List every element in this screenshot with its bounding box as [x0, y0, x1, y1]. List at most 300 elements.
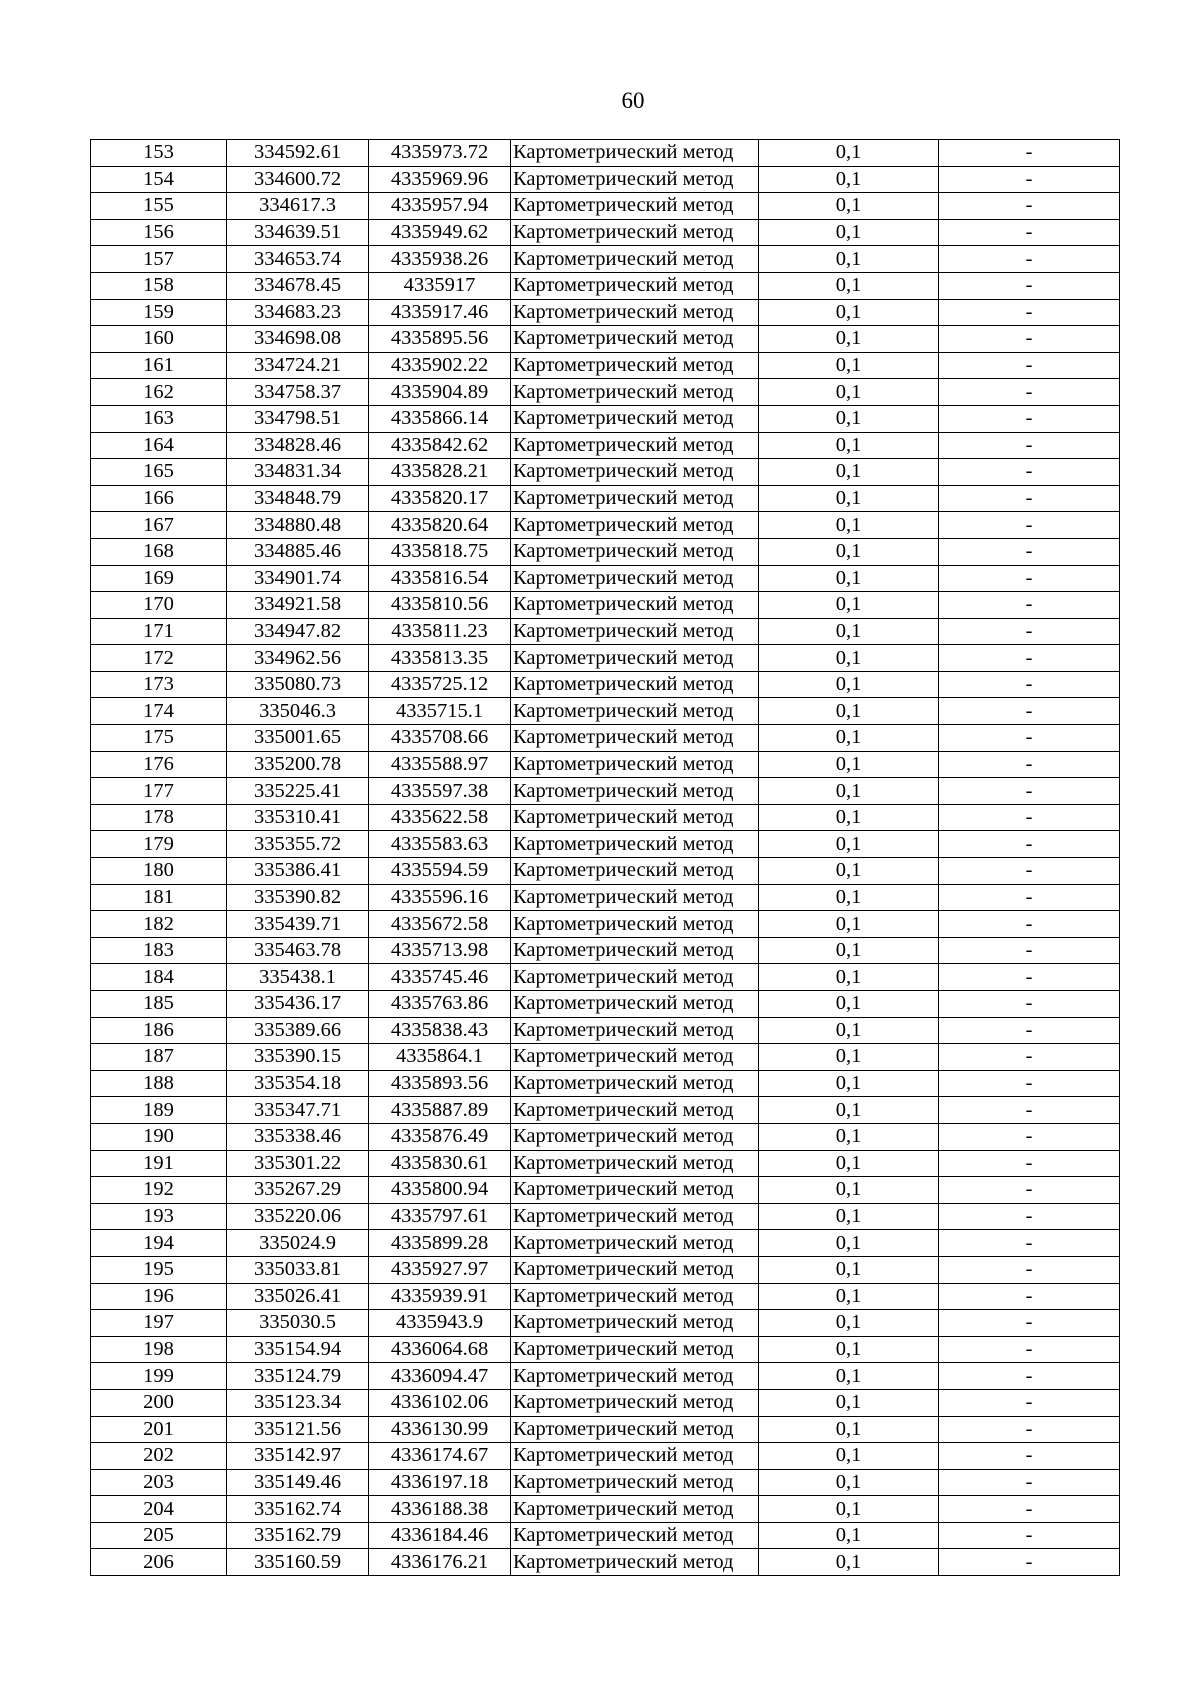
y-coordinate-cell: 4335594.59: [369, 858, 511, 885]
description-cell: -: [939, 1522, 1120, 1549]
method-cell: Картометрический метод: [511, 884, 759, 911]
description-cell: -: [939, 831, 1120, 858]
point-number-cell: 187: [91, 1044, 227, 1071]
description-cell: -: [939, 1283, 1120, 1310]
accuracy-cell: 0,1: [759, 911, 939, 938]
accuracy-cell: 0,1: [759, 1123, 939, 1150]
point-number-cell: 204: [91, 1496, 227, 1523]
accuracy-cell: 0,1: [759, 485, 939, 512]
point-number-cell: 203: [91, 1469, 227, 1496]
coordinates-table: [90, 139, 1120, 1576]
method-cell: Картометрический метод: [511, 1389, 759, 1416]
y-coordinate-cell: 4335830.61: [369, 1150, 511, 1177]
x-coordinate-cell: 335439.71: [227, 911, 369, 938]
coordinates-table-body: [91, 140, 1120, 1576]
description-cell: -: [939, 937, 1120, 964]
description-cell: -: [939, 512, 1120, 539]
x-coordinate-cell: 335149.46: [227, 1469, 369, 1496]
description-cell: -: [939, 1363, 1120, 1390]
point-number-cell: 161: [91, 352, 227, 379]
method-cell: Картометрический метод: [511, 1123, 759, 1150]
x-coordinate-cell: 335162.79: [227, 1522, 369, 1549]
method-cell: Картометрический метод: [511, 1336, 759, 1363]
x-coordinate-cell: 335390.82: [227, 884, 369, 911]
method-cell: Картометрический метод: [511, 858, 759, 885]
accuracy-cell: 0,1: [759, 1549, 939, 1576]
table-row: [91, 246, 1120, 273]
table-row: [91, 1283, 1120, 1310]
point-number-cell: 166: [91, 485, 227, 512]
y-coordinate-cell: 4335866.14: [369, 405, 511, 432]
method-cell: Картометрический метод: [511, 432, 759, 459]
x-coordinate-cell: 334683.23: [227, 299, 369, 326]
table-row: [91, 884, 1120, 911]
table-row: [91, 1336, 1120, 1363]
x-coordinate-cell: 335436.17: [227, 991, 369, 1018]
method-cell: Картометрический метод: [511, 804, 759, 831]
description-cell: -: [939, 964, 1120, 991]
table-row: [91, 166, 1120, 193]
x-coordinate-cell: 334828.46: [227, 432, 369, 459]
description-cell: -: [939, 884, 1120, 911]
accuracy-cell: 0,1: [759, 1017, 939, 1044]
table-row: [91, 1177, 1120, 1204]
point-number-cell: 185: [91, 991, 227, 1018]
y-coordinate-cell: 4335902.22: [369, 352, 511, 379]
accuracy-cell: 0,1: [759, 1469, 939, 1496]
point-number-cell: 197: [91, 1310, 227, 1337]
table-row: [91, 219, 1120, 246]
point-number-cell: 179: [91, 831, 227, 858]
description-cell: -: [939, 1150, 1120, 1177]
point-number-cell: 183: [91, 937, 227, 964]
x-coordinate-cell: 335123.34: [227, 1389, 369, 1416]
table-row: [91, 352, 1120, 379]
x-coordinate-cell: 334592.61: [227, 140, 369, 167]
description-cell: -: [939, 1416, 1120, 1443]
accuracy-cell: 0,1: [759, 1230, 939, 1257]
description-cell: -: [939, 1336, 1120, 1363]
accuracy-cell: 0,1: [759, 592, 939, 619]
description-cell: -: [939, 778, 1120, 805]
accuracy-cell: 0,1: [759, 166, 939, 193]
point-number-cell: 165: [91, 459, 227, 486]
y-coordinate-cell: 4335828.21: [369, 459, 511, 486]
x-coordinate-cell: 334678.45: [227, 272, 369, 299]
point-number-cell: 196: [91, 1283, 227, 1310]
accuracy-cell: 0,1: [759, 778, 939, 805]
point-number-cell: 194: [91, 1230, 227, 1257]
x-coordinate-cell: 334724.21: [227, 352, 369, 379]
method-cell: Картометрический метод: [511, 1177, 759, 1204]
y-coordinate-cell: 4336188.38: [369, 1496, 511, 1523]
x-coordinate-cell: 335338.46: [227, 1123, 369, 1150]
description-cell: -: [939, 1070, 1120, 1097]
method-cell: Картометрический метод: [511, 831, 759, 858]
accuracy-cell: 0,1: [759, 751, 939, 778]
method-cell: Картометрический метод: [511, 1549, 759, 1576]
method-cell: Картометрический метод: [511, 272, 759, 299]
description-cell: -: [939, 1496, 1120, 1523]
table-row: [91, 592, 1120, 619]
table-row: [91, 1443, 1120, 1470]
description-cell: -: [939, 991, 1120, 1018]
x-coordinate-cell: 335160.59: [227, 1549, 369, 1576]
point-number-cell: 206: [91, 1549, 227, 1576]
x-coordinate-cell: 335154.94: [227, 1336, 369, 1363]
table-row: [91, 751, 1120, 778]
y-coordinate-cell: 4335713.98: [369, 937, 511, 964]
accuracy-cell: 0,1: [759, 937, 939, 964]
y-coordinate-cell: 4335672.58: [369, 911, 511, 938]
method-cell: Картометрический метод: [511, 459, 759, 486]
method-cell: Картометрический метод: [511, 911, 759, 938]
table-row: [91, 1256, 1120, 1283]
accuracy-cell: 0,1: [759, 379, 939, 406]
x-coordinate-cell: 335033.81: [227, 1256, 369, 1283]
method-cell: Картометрический метод: [511, 352, 759, 379]
method-cell: Картометрический метод: [511, 1017, 759, 1044]
description-cell: -: [939, 804, 1120, 831]
table-row: [91, 512, 1120, 539]
method-cell: Картометрический метод: [511, 1469, 759, 1496]
point-number-cell: 167: [91, 512, 227, 539]
accuracy-cell: 0,1: [759, 964, 939, 991]
accuracy-cell: 0,1: [759, 671, 939, 698]
description-cell: -: [939, 379, 1120, 406]
accuracy-cell: 0,1: [759, 326, 939, 353]
table-row: [91, 645, 1120, 672]
table-row: [91, 1044, 1120, 1071]
accuracy-cell: 0,1: [759, 1522, 939, 1549]
point-number-cell: 153: [91, 140, 227, 167]
point-number-cell: 200: [91, 1389, 227, 1416]
accuracy-cell: 0,1: [759, 1097, 939, 1124]
point-number-cell: 191: [91, 1150, 227, 1177]
table-row: [91, 911, 1120, 938]
accuracy-cell: 0,1: [759, 618, 939, 645]
y-coordinate-cell: 4335763.86: [369, 991, 511, 1018]
point-number-cell: 186: [91, 1017, 227, 1044]
accuracy-cell: 0,1: [759, 1070, 939, 1097]
description-cell: -: [939, 485, 1120, 512]
y-coordinate-cell: 4335876.49: [369, 1123, 511, 1150]
accuracy-cell: 0,1: [759, 193, 939, 220]
table-row: [91, 299, 1120, 326]
point-number-cell: 189: [91, 1097, 227, 1124]
description-cell: -: [939, 858, 1120, 885]
method-cell: Картометрический метод: [511, 246, 759, 273]
x-coordinate-cell: 335463.78: [227, 937, 369, 964]
description-cell: -: [939, 1097, 1120, 1124]
x-coordinate-cell: 335389.66: [227, 1017, 369, 1044]
y-coordinate-cell: 4336184.46: [369, 1522, 511, 1549]
x-coordinate-cell: 335046.3: [227, 698, 369, 725]
accuracy-cell: 0,1: [759, 405, 939, 432]
description-cell: -: [939, 671, 1120, 698]
description-cell: -: [939, 1256, 1120, 1283]
point-number-cell: 169: [91, 565, 227, 592]
method-cell: Картометрический метод: [511, 299, 759, 326]
point-number-cell: 193: [91, 1203, 227, 1230]
method-cell: Картометрический метод: [511, 991, 759, 1018]
point-number-cell: 188: [91, 1070, 227, 1097]
y-coordinate-cell: 4335838.43: [369, 1017, 511, 1044]
y-coordinate-cell: 4335973.72: [369, 140, 511, 167]
x-coordinate-cell: 334848.79: [227, 485, 369, 512]
accuracy-cell: 0,1: [759, 645, 939, 672]
table-row: [91, 831, 1120, 858]
x-coordinate-cell: 334921.58: [227, 592, 369, 619]
point-number-cell: 177: [91, 778, 227, 805]
method-cell: Картометрический метод: [511, 751, 759, 778]
y-coordinate-cell: 4336102.06: [369, 1389, 511, 1416]
y-coordinate-cell: 4335810.56: [369, 592, 511, 619]
y-coordinate-cell: 4335938.26: [369, 246, 511, 273]
x-coordinate-cell: 335354.18: [227, 1070, 369, 1097]
accuracy-cell: 0,1: [759, 1496, 939, 1523]
point-number-cell: 172: [91, 645, 227, 672]
method-cell: Картометрический метод: [511, 1150, 759, 1177]
method-cell: Картометрический метод: [511, 219, 759, 246]
x-coordinate-cell: 334947.82: [227, 618, 369, 645]
accuracy-cell: 0,1: [759, 565, 939, 592]
table-row: [91, 671, 1120, 698]
point-number-cell: 202: [91, 1443, 227, 1470]
y-coordinate-cell: 4336064.68: [369, 1336, 511, 1363]
y-coordinate-cell: 4335864.1: [369, 1044, 511, 1071]
method-cell: Картометрический метод: [511, 1070, 759, 1097]
table-row: [91, 1070, 1120, 1097]
method-cell: Картометрический метод: [511, 1256, 759, 1283]
x-coordinate-cell: 335080.73: [227, 671, 369, 698]
x-coordinate-cell: 334880.48: [227, 512, 369, 539]
point-number-cell: 158: [91, 272, 227, 299]
y-coordinate-cell: 4335588.97: [369, 751, 511, 778]
x-coordinate-cell: 335024.9: [227, 1230, 369, 1257]
point-number-cell: 170: [91, 592, 227, 619]
x-coordinate-cell: 334901.74: [227, 565, 369, 592]
y-coordinate-cell: 4335893.56: [369, 1070, 511, 1097]
x-coordinate-cell: 334617.3: [227, 193, 369, 220]
x-coordinate-cell: 335124.79: [227, 1363, 369, 1390]
accuracy-cell: 0,1: [759, 1203, 939, 1230]
table-row: [91, 964, 1120, 991]
y-coordinate-cell: 4335820.64: [369, 512, 511, 539]
point-number-cell: 180: [91, 858, 227, 885]
accuracy-cell: 0,1: [759, 1443, 939, 1470]
table-row: [91, 1363, 1120, 1390]
x-coordinate-cell: 335347.71: [227, 1097, 369, 1124]
table-row: [91, 432, 1120, 459]
y-coordinate-cell: 4335899.28: [369, 1230, 511, 1257]
x-coordinate-cell: 334962.56: [227, 645, 369, 672]
x-coordinate-cell: 335390.15: [227, 1044, 369, 1071]
y-coordinate-cell: 4335943.9: [369, 1310, 511, 1337]
table-row: [91, 379, 1120, 406]
method-cell: Картометрический метод: [511, 1443, 759, 1470]
point-number-cell: 154: [91, 166, 227, 193]
description-cell: -: [939, 1230, 1120, 1257]
description-cell: -: [939, 1469, 1120, 1496]
x-coordinate-cell: 334798.51: [227, 405, 369, 432]
accuracy-cell: 0,1: [759, 512, 939, 539]
method-cell: Картометрический метод: [511, 1097, 759, 1124]
y-coordinate-cell: 4335818.75: [369, 538, 511, 565]
table-row: [91, 778, 1120, 805]
y-coordinate-cell: 4335813.35: [369, 645, 511, 672]
method-cell: Картометрический метод: [511, 166, 759, 193]
method-cell: Картометрический метод: [511, 964, 759, 991]
table-row: [91, 1389, 1120, 1416]
y-coordinate-cell: 4335842.62: [369, 432, 511, 459]
x-coordinate-cell: 335301.22: [227, 1150, 369, 1177]
y-coordinate-cell: 4335887.89: [369, 1097, 511, 1124]
method-cell: Картометрический метод: [511, 1310, 759, 1337]
description-cell: -: [939, 432, 1120, 459]
method-cell: Картометрический метод: [511, 671, 759, 698]
point-number-cell: 195: [91, 1256, 227, 1283]
description-cell: -: [939, 1123, 1120, 1150]
accuracy-cell: 0,1: [759, 884, 939, 911]
y-coordinate-cell: 4335597.38: [369, 778, 511, 805]
table-row: [91, 1416, 1120, 1443]
accuracy-cell: 0,1: [759, 1256, 939, 1283]
point-number-cell: 162: [91, 379, 227, 406]
description-cell: -: [939, 1177, 1120, 1204]
point-number-cell: 173: [91, 671, 227, 698]
description-cell: -: [939, 459, 1120, 486]
x-coordinate-cell: 335026.41: [227, 1283, 369, 1310]
accuracy-cell: 0,1: [759, 1416, 939, 1443]
y-coordinate-cell: 4335895.56: [369, 326, 511, 353]
point-number-cell: 160: [91, 326, 227, 353]
y-coordinate-cell: 4335917: [369, 272, 511, 299]
x-coordinate-cell: 334885.46: [227, 538, 369, 565]
accuracy-cell: 0,1: [759, 1336, 939, 1363]
method-cell: Картометрический метод: [511, 512, 759, 539]
description-cell: -: [939, 299, 1120, 326]
table-row: [91, 991, 1120, 1018]
accuracy-cell: 0,1: [759, 1310, 939, 1337]
y-coordinate-cell: 4336176.21: [369, 1549, 511, 1576]
y-coordinate-cell: 4335904.89: [369, 379, 511, 406]
method-cell: Картометрический метод: [511, 379, 759, 406]
description-cell: -: [939, 1203, 1120, 1230]
table-row: [91, 618, 1120, 645]
method-cell: Картометрический метод: [511, 538, 759, 565]
x-coordinate-cell: 335355.72: [227, 831, 369, 858]
accuracy-cell: 0,1: [759, 1389, 939, 1416]
table-row: [91, 538, 1120, 565]
x-coordinate-cell: 335030.5: [227, 1310, 369, 1337]
x-coordinate-cell: 334639.51: [227, 219, 369, 246]
x-coordinate-cell: 335220.06: [227, 1203, 369, 1230]
accuracy-cell: 0,1: [759, 432, 939, 459]
y-coordinate-cell: 4336094.47: [369, 1363, 511, 1390]
method-cell: Картометрический метод: [511, 937, 759, 964]
page-number: 60: [621, 88, 645, 113]
x-coordinate-cell: 334698.08: [227, 326, 369, 353]
accuracy-cell: 0,1: [759, 1044, 939, 1071]
accuracy-cell: 0,1: [759, 140, 939, 167]
x-coordinate-cell: 335142.97: [227, 1443, 369, 1470]
method-cell: Картометрический метод: [511, 1522, 759, 1549]
description-cell: -: [939, 645, 1120, 672]
y-coordinate-cell: 4335816.54: [369, 565, 511, 592]
y-coordinate-cell: 4335917.46: [369, 299, 511, 326]
description-cell: -: [939, 166, 1120, 193]
y-coordinate-cell: 4335800.94: [369, 1177, 511, 1204]
method-cell: Картометрический метод: [511, 326, 759, 353]
point-number-cell: 163: [91, 405, 227, 432]
method-cell: Картометрический метод: [511, 592, 759, 619]
y-coordinate-cell: 4335725.12: [369, 671, 511, 698]
description-cell: -: [939, 272, 1120, 299]
point-number-cell: 201: [91, 1416, 227, 1443]
table-row: [91, 1097, 1120, 1124]
point-number-cell: 184: [91, 964, 227, 991]
accuracy-cell: 0,1: [759, 858, 939, 885]
description-cell: -: [939, 751, 1120, 778]
y-coordinate-cell: 4335939.91: [369, 1283, 511, 1310]
y-coordinate-cell: 4335927.97: [369, 1256, 511, 1283]
accuracy-cell: 0,1: [759, 272, 939, 299]
point-number-cell: 181: [91, 884, 227, 911]
method-cell: Картометрический метод: [511, 645, 759, 672]
table-row: [91, 725, 1120, 752]
point-number-cell: 198: [91, 1336, 227, 1363]
table-row: [91, 1549, 1120, 1576]
accuracy-cell: 0,1: [759, 246, 939, 273]
point-number-cell: 164: [91, 432, 227, 459]
point-number-cell: 155: [91, 193, 227, 220]
description-cell: -: [939, 1389, 1120, 1416]
description-cell: -: [939, 1017, 1120, 1044]
description-cell: -: [939, 193, 1120, 220]
description-cell: -: [939, 725, 1120, 752]
table-row: [91, 565, 1120, 592]
table-row: [91, 140, 1120, 167]
description-cell: -: [939, 1044, 1120, 1071]
table-row: [91, 1017, 1120, 1044]
table-row: [91, 1522, 1120, 1549]
x-coordinate-cell: 335225.41: [227, 778, 369, 805]
x-coordinate-cell: 335267.29: [227, 1177, 369, 1204]
method-cell: Картометрический метод: [511, 485, 759, 512]
table-row: [91, 193, 1120, 220]
table-row: [91, 1203, 1120, 1230]
point-number-cell: 168: [91, 538, 227, 565]
table-row: [91, 459, 1120, 486]
description-cell: -: [939, 911, 1120, 938]
method-cell: Картометрический метод: [511, 1416, 759, 1443]
table-row: [91, 1150, 1120, 1177]
point-number-cell: 190: [91, 1123, 227, 1150]
x-coordinate-cell: 334653.74: [227, 246, 369, 273]
method-cell: Картометрический метод: [511, 1203, 759, 1230]
table-row: [91, 405, 1120, 432]
description-cell: -: [939, 698, 1120, 725]
method-cell: Картометрический метод: [511, 778, 759, 805]
y-coordinate-cell: 4335797.61: [369, 1203, 511, 1230]
method-cell: Картометрический метод: [511, 140, 759, 167]
description-cell: -: [939, 140, 1120, 167]
table-row: [91, 485, 1120, 512]
description-cell: -: [939, 1549, 1120, 1576]
y-coordinate-cell: 4335957.94: [369, 193, 511, 220]
point-number-cell: 199: [91, 1363, 227, 1390]
